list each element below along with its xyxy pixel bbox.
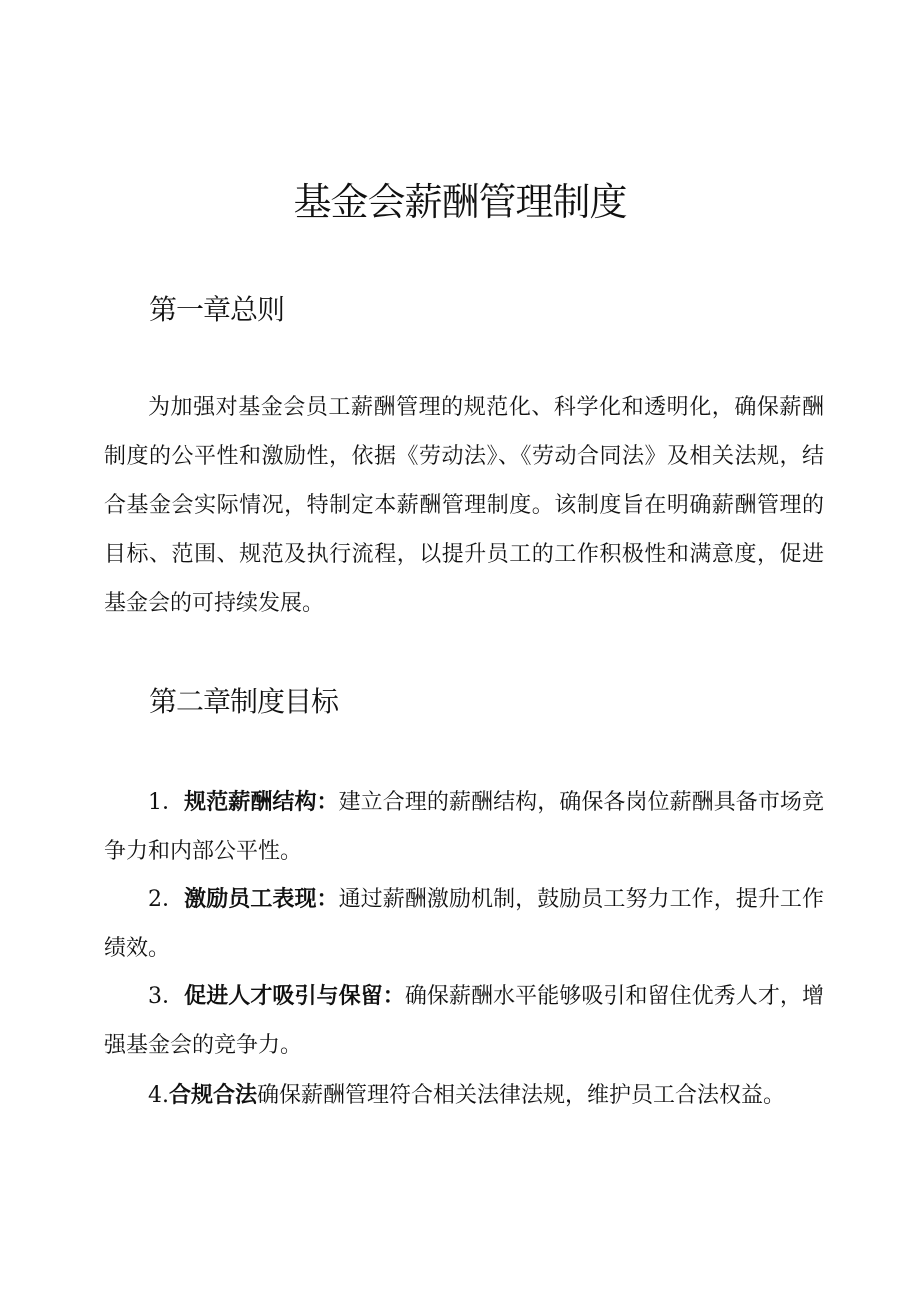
goal-item-2 [104, 875, 824, 973]
goal-item-2-title: 激励员工表现： [184, 887, 339, 912]
chapter-1-heading: 第一章总则 [149, 293, 285, 326]
goal-item-1-text: 建立合理的薪酬结构，确保各岗位薪酬具备市场竞争力和内部公平性。 [104, 790, 824, 864]
goal-item-1-number: 1． [148, 790, 185, 815]
goal-item-3-text: 确保薪酬水平能够吸引和留住优秀人才，增强基金会的竞争力。 [104, 984, 824, 1058]
goal-item-3-title: 促进人才吸引与保留： [184, 984, 405, 1009]
goal-item-4-title: 合规合法 [169, 1083, 258, 1108]
chapter-2-heading: 第二章制度目标 [149, 685, 339, 718]
goal-item-2-text: 通过薪酬激励机制，鼓励员工努力工作，提升工作绩效。 [104, 887, 824, 961]
chapter-1-paragraph: 为加强对基金会员工薪酬管理的规范化、科学化和透明化，确保薪酬制度的公平性和激励性，依据《劳动法》、《劳动合同法》及相关法规，结合基金会实际情况，特制定本薪酬管理制度。该制度旨在明确薪酬管理的目标、范围、规范及执行流程，以提升员工的工作积极性和满意度，促进基金会的可持续发展。 [104, 395, 824, 616]
goal-item-4 [104, 1071, 824, 1120]
goal-item-2-number: 2． [148, 887, 185, 912]
goal-item-4-text: 确保薪酬管理符合相关法律法规，维护员工合法权益。 [257, 1083, 786, 1108]
goal-item-3 [104, 972, 824, 1070]
goal-item-1 [104, 778, 824, 876]
document-title: 基金会薪酬管理制度 [293, 180, 627, 224]
goal-item-4-number: 4. [148, 1083, 169, 1108]
goal-item-1-title: 规范薪酬结构： [184, 790, 339, 815]
goal-item-3-number: 3． [148, 984, 185, 1009]
